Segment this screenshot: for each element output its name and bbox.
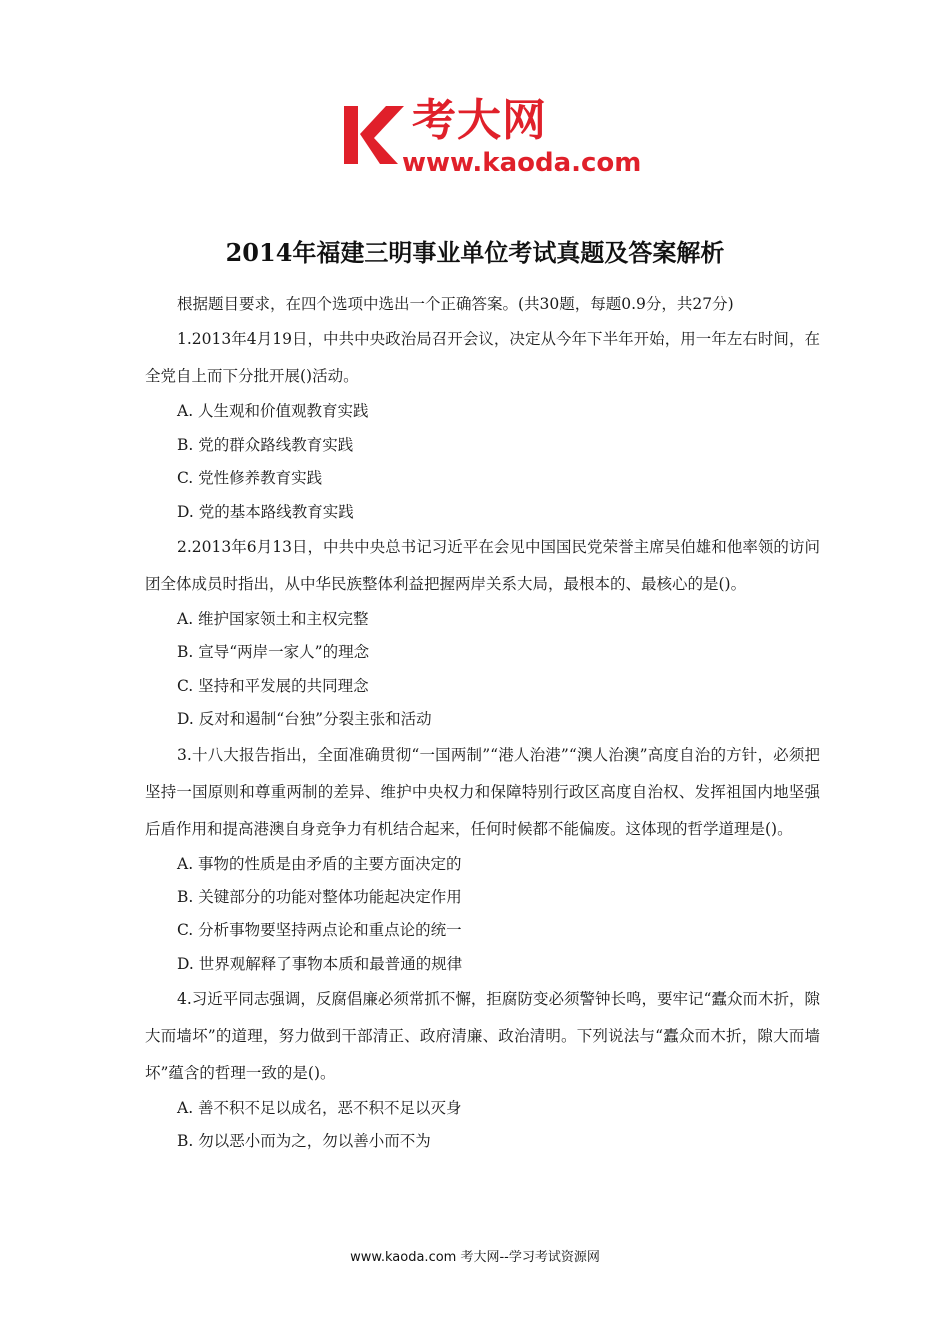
k-logo-icon (340, 104, 410, 166)
question-4 (145, 981, 820, 1159)
document-body (145, 288, 820, 1159)
option-a: A. 人生观和价值观教育实践 (177, 402, 369, 421)
option-c: C. 党性修养教育实践 (177, 469, 323, 488)
option-c: C. 分析事物要坚持两点论和重点论的统一 (177, 921, 462, 940)
option-c: C. 坚持和平发展的共同理念 (177, 676, 369, 695)
option-b: B. 勿以恶小而为之，勿以善小而不为 (177, 1132, 431, 1151)
question-1 (145, 321, 820, 529)
site-logo (340, 96, 670, 186)
option-a: A. 事物的性质是由矛盾的主要方面决定的 (177, 854, 462, 873)
option-a: A. 善不积不足以成名，恶不积不足以灭身 (177, 1099, 462, 1118)
logo-name: 考大网 (412, 95, 547, 146)
option-d: D. 党的基本路线教育实践 (177, 502, 354, 521)
logo-url: www.kaoda.com (402, 148, 642, 178)
question-stem: 1.2013年4月19日，中共中央政治局召开会议，决定从今年下半年开始，用一年左右时间，在全党自上而下分批开展()活动。 (145, 330, 820, 386)
option-b: B. 宣导“两岸一家人”的理念 (177, 643, 370, 662)
option-b: B. 党的群众路线教育实践 (177, 435, 354, 454)
question-stem: 3.十八大报告指出，全面准确贯彻“一国两制”“港人治港”“澳人治澳”高度自治的方针，必须把坚持一国原则和尊重两制的差异、维护中央权力和保障特别行政区高度自治权、发挥祖国内地坚强后盾作用和提高港澳自身竞争力有机结合起来，任何时候都不能偏废。这体现的哲学道理是()。 (145, 745, 820, 838)
option-d: D. 反对和遏制“台独”分裂主张和活动 (177, 710, 432, 729)
option-d: D. 世界观解释了事物本质和最普通的规律 (177, 954, 463, 973)
page-title: 2014年福建三明事业单位考试真题及答案解析 (225, 238, 725, 267)
instructions: 根据题目要求，在四个选项中选出一个正确答案。(共30题，每题0.9分，共27分) (177, 295, 734, 313)
question-stem: 4.习近平同志强调，反腐倡廉必须常抓不懈，拒腐防变必须警钟长鸣，要牢记“蠹众而木折，隙大而墙坏”的道理，努力做到干部清正、政府清廉、政治清明。下列说法与“蠹众而木折，隙大而墙坏”蕴含的哲理一致的是()。 (145, 990, 820, 1083)
question-stem: 2.2013年6月13日，中共中央总书记习近平在会见中国国民党荣誉主席吴伯雄和他率领的访问团全体成员时指出，从中华民族整体利益把握两岸关系大局，最根本的、最核心的是()。 (145, 537, 820, 593)
page-footer: www.kaoda.com 考大网--学习考试资源网 (350, 1250, 600, 1265)
option-b: B. 关键部分的功能对整体功能起决定作用 (177, 887, 462, 906)
option-a: A. 维护国家领土和主权完整 (177, 609, 369, 628)
question-3 (145, 737, 820, 982)
question-2 (145, 529, 820, 737)
